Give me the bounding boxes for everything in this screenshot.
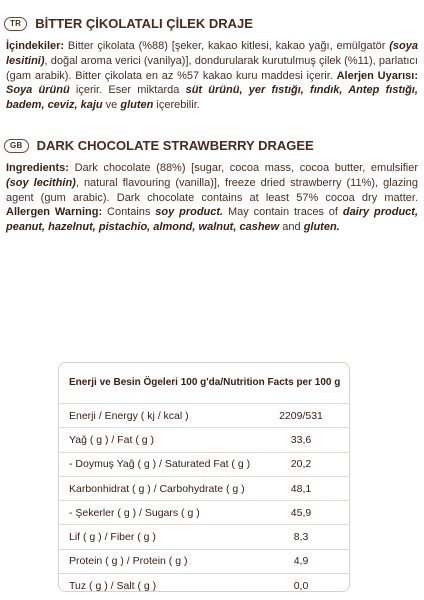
text-segment: içerebilir. [153,99,200,112]
nutrient-value: 20,2 [290,458,312,471]
nutrition-row [59,524,349,548]
nutrient-label: Enerji / Energy ( kj / kcal ) [69,409,189,422]
text-segment: ve [102,99,121,112]
nutrient-value: 8,3 [293,531,309,544]
text-segment: soy product. [155,206,224,219]
nutrient-value: 4,9 [293,555,309,568]
text-segment: dairy product, peanut, hazelnut, pistachio, almond, walnut, cashew [6,206,418,234]
nutrient-value: 2209/531 [279,409,323,422]
turkish-product-title: BİTTER ÇİKOLATALI ÇİLEK DRAJE [35,16,253,31]
text-segment: Alerjen Uyarısı: [336,69,419,82]
text-segment: gluten [120,99,154,112]
language-badge-gb: GB [4,139,29,153]
turkish-section [4,16,420,113]
text-segment: gluten. [303,221,340,234]
text-segment: İçindekiler: [6,40,65,52]
nutrition-row [59,403,349,427]
nutrient-label: Protein ( g ) / Protein ( g ) [69,555,188,568]
nutrition-row [59,500,349,524]
english-ingredients-text [6,161,418,235]
nutrition-table-title: Enerji ve Besin Ögeleri 100 g'da/Nutrition Facts per 100 g [69,377,341,388]
text-segment: , doğal aroma verici (vanilya)], dondurularak kurutulmuş çilek (%11), parlatıcı (gam arabik). Bitter çikolata en az %57 kakao kuru maddesi içerir. [6,54,418,82]
text-segment: Bitter çikolata (%88) [şeker, kakao kitlesi, kakao yağı, emülgatör [64,40,390,52]
text-segment: and [279,221,304,234]
text-segment: May contain traces of [223,206,343,219]
turkish-ingredients-text [6,39,418,113]
nutrition-row [59,549,349,573]
text-segment: (soya lesitini) [6,40,418,67]
text-segment: içerir. Eser miktarda [69,84,186,97]
text-segment: Dark chocolate (88%) [sugar, cocoa mass, cocoa butter, emulsifier [68,162,418,174]
nutrient-label: Tuz ( g ) / Salt ( g ) [69,579,157,592]
nutrition-row [59,452,349,476]
nutrition-row [59,573,349,597]
nutrition-row [59,476,349,500]
nutrient-value: 33,6 [290,433,312,446]
nutrition-row [59,427,349,451]
nutrient-label: - Şekerler ( g ) / Sugars ( g ) [69,506,200,519]
text-segment: Contains [102,206,156,219]
english-header [4,138,420,153]
nutrition-rows [59,403,349,597]
nutrient-label: - Doymuş Yağ ( g ) / Saturated Fat ( g ) [69,458,251,471]
nutrient-label: Lif ( g ) / Fiber ( g ) [69,531,156,544]
english-product-title: DARK CHOCOLATE STRAWBERRY DRAGEE [36,138,314,153]
nutrient-label: Yağ ( g ) / Fat ( g ) [69,433,154,446]
text-segment: süt ürünü, yer fıstığı, fındık, Antep fıstığı, badem, ceviz, kaju [6,84,418,112]
nutrient-value: 45,9 [290,506,312,519]
nutrition-facts-table [58,362,350,592]
text-segment: (soy lecithin) [6,176,76,189]
turkish-header [4,16,420,31]
text-segment: , natural flavouring (vanilla)], freeze dried strawberry (11%), glazing agent (gum arabic). Dark chocolate contains at least 57% cocoa dry matter. [6,176,419,204]
text-segment: Soya ürünü [6,84,70,97]
english-section [4,138,420,235]
text-segment: Allergen Warning: [6,206,103,219]
nutrient-value: 0,0 [293,579,309,592]
nutrient-label: Karbonhidrat ( g ) / Carbohydrate ( g ) [69,482,245,495]
nutrient-value: 48,1 [290,482,312,495]
text-segment: Ingredients: [6,162,69,174]
language-badge-tr: TR [4,17,27,31]
